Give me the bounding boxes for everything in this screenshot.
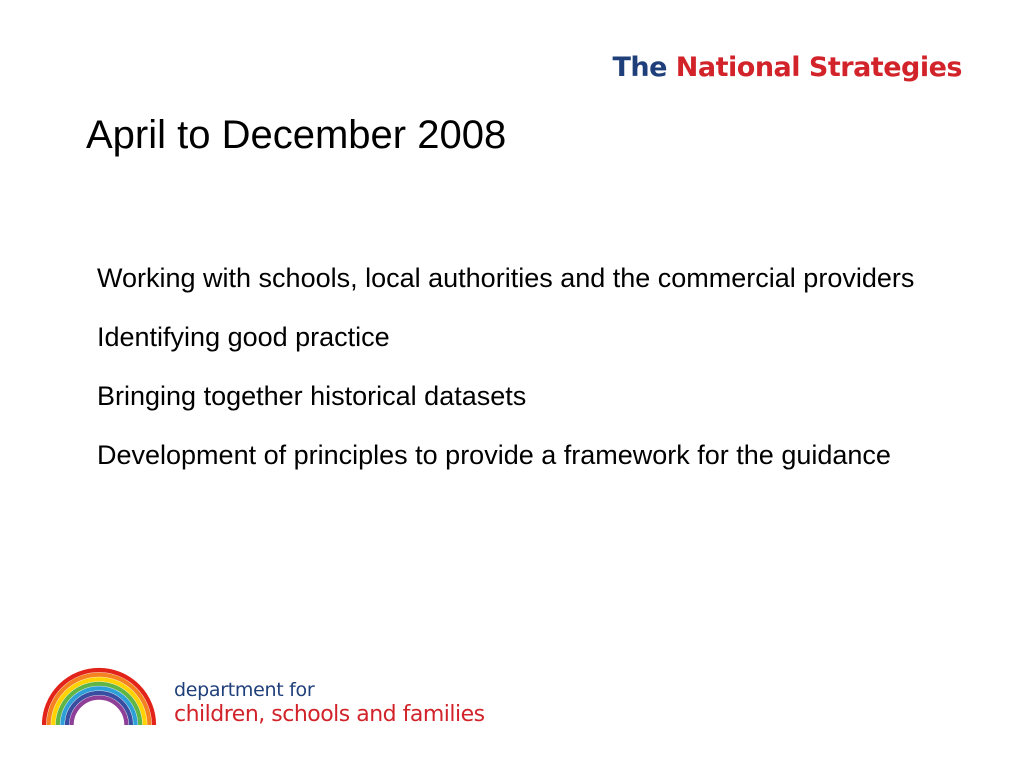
dcsf-logo-line1: department for [174, 679, 315, 701]
rainbow-logo-icon [42, 665, 162, 727]
brand-the-text: The [612, 52, 667, 83]
brand-name-text: National Strategies [675, 52, 962, 83]
bullet-list [97, 258, 977, 494]
slide-title: April to December 2008 [86, 113, 507, 157]
bullet-point: Bringing together historical datasets [97, 381, 527, 411]
dcsf-logo-line2: children, schools and families [174, 702, 485, 727]
bullet-point: Development of principles to provide a framework for the guidance [97, 440, 891, 470]
dcsf-logo [42, 665, 512, 735]
national-strategies-logo [612, 52, 962, 83]
bullet-point: Working with schools, local authorities and the commercial providers [97, 263, 915, 293]
bullet-point: Identifying good practice [97, 322, 390, 352]
